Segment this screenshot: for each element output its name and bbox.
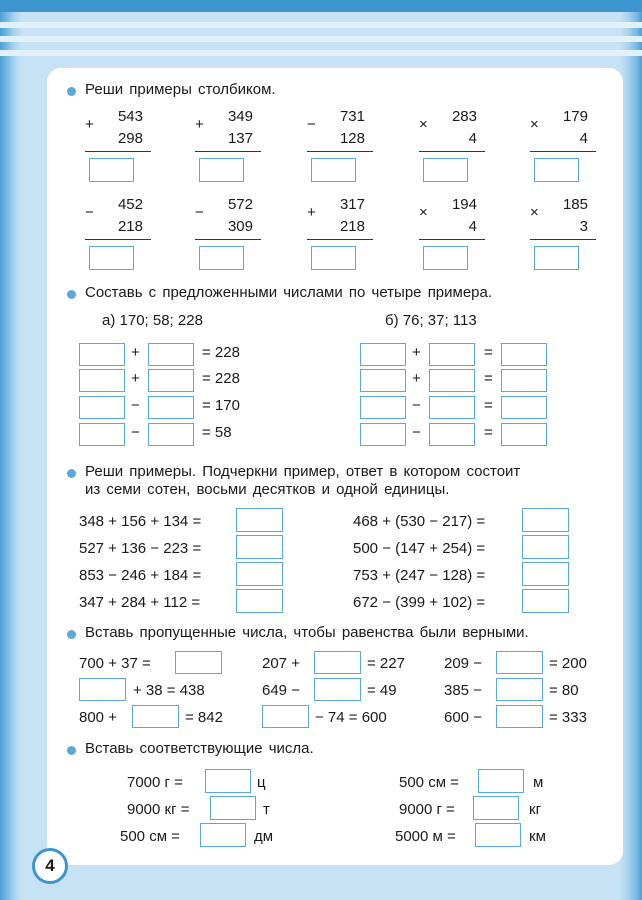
section1-title: Реши примеры столбиком. [85, 81, 276, 98]
equation: + 38 = 438 [133, 682, 205, 699]
sum-line [530, 151, 596, 152]
answer-box[interactable] [429, 343, 475, 366]
answer-box[interactable] [311, 246, 356, 270]
answer-box[interactable] [501, 423, 547, 446]
answer-box[interactable] [429, 396, 475, 419]
answer-box[interactable] [534, 246, 579, 270]
equation: 700 + 37 = [79, 655, 151, 672]
bottom-operand: 309 [227, 218, 253, 235]
answer-box[interactable] [423, 246, 468, 270]
answer-box[interactable] [262, 705, 309, 728]
answer-box[interactable] [360, 343, 406, 366]
answer-box[interactable] [311, 158, 356, 182]
bullet-icon [67, 746, 76, 755]
answer-box[interactable] [314, 651, 361, 674]
answer-box[interactable] [314, 678, 361, 701]
operator-sign: × [419, 116, 428, 133]
top-operand: 185 [562, 196, 588, 213]
equation: = 333 [549, 709, 587, 726]
answer-box[interactable] [501, 343, 547, 366]
bottom-operand: 137 [227, 130, 253, 147]
result: = 228 [202, 370, 240, 387]
operator-sign: × [419, 204, 428, 221]
bullet-icon [67, 87, 76, 96]
equals: = [484, 397, 493, 414]
expression: 500 − (147 + 254) = [353, 540, 486, 557]
expression: 753 + (247 − 128) = [353, 567, 486, 584]
answer-box[interactable] [423, 158, 468, 182]
unit: дм [254, 828, 274, 845]
equals: = [484, 370, 493, 387]
answer-box[interactable] [534, 158, 579, 182]
answer-box[interactable] [236, 508, 283, 532]
equation: = 49 [367, 682, 397, 699]
unit: км [529, 828, 546, 845]
answer-box[interactable] [360, 423, 406, 446]
answer-box[interactable] [360, 396, 406, 419]
answer-box[interactable] [496, 651, 543, 674]
set-b-label: б) 76; 37; 113 [385, 312, 477, 329]
answer-box[interactable] [360, 369, 406, 392]
op: + [131, 370, 140, 387]
frame-top-band [0, 0, 642, 12]
top-operand: 452 [117, 196, 143, 213]
answer-box[interactable] [522, 535, 569, 559]
answer-box[interactable] [496, 705, 543, 728]
bullet-icon [67, 630, 76, 639]
expression: 348 + 156 + 134 = [79, 513, 202, 530]
bullet-icon [67, 469, 76, 478]
equation: = 842 [185, 709, 223, 726]
answer-box[interactable] [501, 369, 547, 392]
operator-sign: + [195, 116, 204, 133]
equation: − 74 = 600 [315, 709, 387, 726]
section5-title: Вставь соответствующие числа. [85, 740, 314, 757]
operator-sign: + [85, 116, 94, 133]
unit: кг [529, 801, 542, 818]
answer-box[interactable] [522, 508, 569, 532]
op: − [131, 424, 140, 441]
answer-box[interactable] [199, 246, 244, 270]
answer-box[interactable] [478, 769, 524, 793]
sum-line [85, 151, 151, 152]
bottom-operand: 4 [579, 130, 588, 147]
bottom-operand: 218 [117, 218, 143, 235]
answer-box[interactable] [79, 678, 126, 701]
section2-title: Составь с предложенными числами по четыре примера. [85, 284, 493, 301]
equation: = 200 [549, 655, 587, 672]
expression: 853 − 246 + 184 = [79, 567, 202, 584]
bottom-operand: 128 [339, 130, 365, 147]
expression: 672 − (399 + 102) = [353, 594, 486, 611]
op: − [131, 397, 140, 414]
conversion: 9000 г = [399, 801, 455, 818]
answer-box[interactable] [429, 369, 475, 392]
answer-box[interactable] [89, 246, 134, 270]
section3-title-line1: Реши примеры. Подчеркни пример, ответ в котором состоит [85, 463, 521, 480]
equation: 649 − [262, 682, 300, 699]
operator-sign: + [307, 204, 316, 221]
bottom-operand: 3 [579, 218, 588, 235]
top-operand: 317 [339, 196, 365, 213]
conversion: 7000 г = [127, 774, 183, 791]
answer-box[interactable] [236, 562, 283, 586]
answer-box[interactable] [79, 396, 125, 419]
equation: 385 − [444, 682, 482, 699]
section3-title-line2: из семи сотен, восьми десятков и одной единицы. [85, 481, 450, 498]
bottom-operand: 218 [339, 218, 365, 235]
top-operand: 543 [117, 108, 143, 125]
answer-box[interactable] [522, 589, 569, 613]
operator-sign: − [195, 204, 204, 221]
frame-stripe [0, 36, 642, 42]
operator-sign: − [307, 116, 316, 133]
answer-box[interactable] [148, 369, 194, 392]
answer-box[interactable] [200, 823, 246, 847]
sum-line [419, 151, 485, 152]
section4-title: Вставь пропущенные числа, чтобы равенства были верными. [85, 624, 529, 641]
result: = 58 [202, 424, 232, 441]
sum-line [195, 239, 261, 240]
equation: 800 + [79, 709, 117, 726]
expression: 468 + (530 − 217) = [353, 513, 486, 530]
sum-line [530, 239, 596, 240]
top-operand: 572 [227, 196, 253, 213]
top-operand: 349 [227, 108, 253, 125]
sum-line [307, 239, 373, 240]
sum-line [307, 151, 373, 152]
result: = 170 [202, 397, 240, 414]
answer-box[interactable] [205, 769, 251, 793]
op: + [412, 370, 421, 387]
operator-sign: × [530, 116, 539, 133]
conversion: 500 см = [120, 828, 180, 845]
answer-box[interactable] [473, 796, 519, 820]
op: + [131, 344, 140, 361]
set-a-label: а) 170; 58; 228 [102, 312, 203, 329]
answer-box[interactable] [89, 158, 134, 182]
result: = 228 [202, 344, 240, 361]
answer-box[interactable] [501, 396, 547, 419]
answer-box[interactable] [210, 796, 256, 820]
top-operand: 283 [451, 108, 477, 125]
bottom-operand: 298 [117, 130, 143, 147]
answer-box[interactable] [236, 535, 283, 559]
equation: 600 − [444, 709, 482, 726]
frame-stripe [0, 22, 642, 28]
sum-line [85, 239, 151, 240]
answer-box[interactable] [522, 562, 569, 586]
top-operand: 194 [451, 196, 477, 213]
answer-box[interactable] [496, 678, 543, 701]
equation: = 227 [367, 655, 405, 672]
top-operand: 179 [562, 108, 588, 125]
bottom-operand: 4 [468, 218, 477, 235]
op: − [412, 424, 421, 441]
answer-box[interactable] [429, 423, 475, 446]
answer-box[interactable] [132, 705, 179, 728]
frame-stripe [0, 50, 642, 56]
answer-box[interactable] [475, 823, 521, 847]
unit: ц [257, 774, 266, 791]
answer-box[interactable] [79, 369, 125, 392]
answer-box[interactable] [79, 343, 125, 366]
conversion: 5000 м = [395, 828, 456, 845]
answer-box[interactable] [148, 423, 194, 446]
bottom-operand: 4 [468, 130, 477, 147]
answer-box[interactable] [199, 158, 244, 182]
conversion: 500 см = [399, 774, 459, 791]
equation: 207 + [262, 655, 300, 672]
unit: м [533, 774, 544, 791]
equation: 209 − [444, 655, 482, 672]
worksheet-card [47, 68, 623, 865]
answer-box[interactable] [148, 396, 194, 419]
operator-sign: × [530, 204, 539, 221]
sum-line [419, 239, 485, 240]
page-number: 4 [32, 848, 68, 884]
sum-line [195, 151, 261, 152]
answer-box[interactable] [79, 423, 125, 446]
bullet-icon [67, 290, 76, 299]
expression: 527 + 136 − 223 = [79, 540, 202, 557]
op: − [412, 397, 421, 414]
conversion: 9000 кг = [127, 801, 190, 818]
operator-sign: − [85, 204, 94, 221]
answer-box[interactable] [236, 589, 283, 613]
op: + [412, 344, 421, 361]
equals: = [484, 344, 493, 361]
top-operand: 731 [339, 108, 365, 125]
equals: = [484, 424, 493, 441]
unit: т [263, 801, 270, 818]
answer-box[interactable] [175, 651, 222, 674]
expression: 347 + 284 + 112 = [79, 594, 201, 611]
equation: = 80 [549, 682, 579, 699]
answer-box[interactable] [148, 343, 194, 366]
